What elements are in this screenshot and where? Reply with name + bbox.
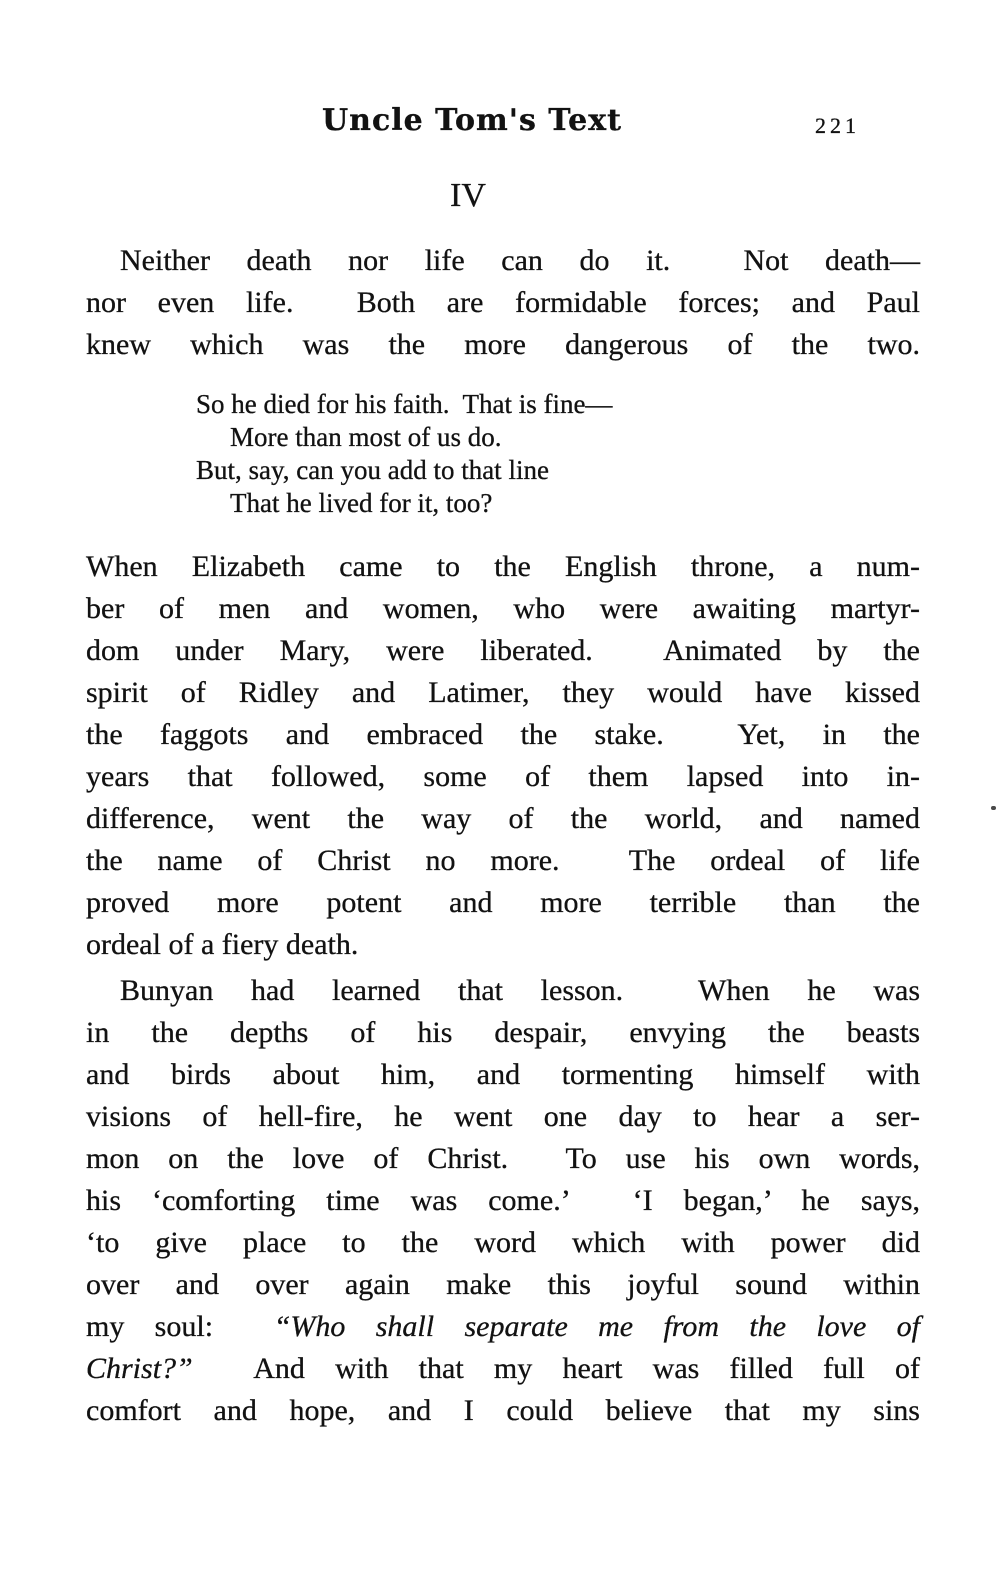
text-line <box>86 1180 920 1222</box>
text-segment: the name of Christ no more. The ordeal of life <box>86 844 920 877</box>
text-line <box>86 546 920 588</box>
text-line <box>86 924 920 966</box>
text-line <box>86 1264 920 1306</box>
verse-quote <box>196 388 796 520</box>
text-line <box>86 714 920 756</box>
text-segment: Bunyan had learned that lesson. When he was <box>120 974 920 1007</box>
text-segment: ‘to give place to the word which with power did <box>86 1226 920 1259</box>
italic-text: Christ?” <box>86 1352 254 1385</box>
text-segment: So he died for his faith. That is fine— <box>196 389 613 419</box>
text-segment: years that followed, some of them lapsed into in- <box>86 760 920 793</box>
text-line <box>86 1096 920 1138</box>
paragraph-elizabeth <box>86 546 920 966</box>
text-segment: And with that my heart was filled full of <box>253 1352 920 1385</box>
text-line <box>86 1348 920 1390</box>
text-line <box>86 798 920 840</box>
text-segment: his ‘comforting time was come.’ ‘I began,’ he says, <box>86 1184 920 1217</box>
text-line <box>86 672 920 714</box>
text-segment: mon on the love of Christ. To use his own words, <box>86 1142 920 1175</box>
text-line <box>86 1012 920 1054</box>
text-line <box>86 1054 920 1096</box>
text-segment: difference, went the way of the world, and named <box>86 802 920 835</box>
text-line <box>86 240 920 282</box>
paragraph-intro <box>86 240 920 366</box>
text-segment: ber of men and women, who were awaiting martyr- <box>86 592 920 625</box>
paragraph-bunyan <box>86 970 920 1432</box>
text-segment: dom under Mary, were liberated. Animated by the <box>86 634 920 667</box>
scan-speck-artifact <box>991 806 996 810</box>
text-segment: in the depths of his despair, envying the beasts <box>86 1016 920 1049</box>
text-line <box>196 487 796 520</box>
text-segment: comfort and hope, and I could believe that my sins <box>86 1394 920 1427</box>
text-segment: That he lived for it, too? <box>230 488 493 518</box>
text-segment: over and over again make this joyful sound within <box>86 1268 920 1301</box>
text-segment: visions of hell-fire, he went one day to hear a ser- <box>86 1100 920 1133</box>
page-number: 221 <box>815 113 860 138</box>
text-line <box>196 454 796 487</box>
text-segment: Neither death nor life can do it. Not death— <box>120 244 920 277</box>
text-line <box>86 882 920 924</box>
text-segment: ordeal of a fiery death. <box>86 928 359 961</box>
text-segment: But, say, can you add to that line <box>196 455 549 485</box>
text-line <box>86 1138 920 1180</box>
text-segment: nor even life. Both are formidable forces; and Paul <box>86 286 920 319</box>
text-line <box>86 324 920 366</box>
page-title: Uncle Tom's Text <box>321 103 623 138</box>
text-segment: and birds about him, and tormenting himself with <box>86 1058 920 1091</box>
text-line <box>86 1390 920 1432</box>
text-line <box>86 1222 920 1264</box>
text-line <box>86 756 920 798</box>
text-line <box>86 1306 920 1348</box>
text-segment: proved more potent and more terrible than the <box>86 886 920 919</box>
text-segment: When Elizabeth came to the English throne, a num- <box>86 550 920 583</box>
italic-text: “Who shall separate me from the love of <box>273 1310 921 1343</box>
text-line <box>196 388 796 421</box>
text-line <box>86 840 920 882</box>
text-line <box>86 970 920 1012</box>
text-line <box>86 282 920 324</box>
text-segment: More than most of us do. <box>230 422 502 452</box>
text-segment: the faggots and embraced the stake. Yet, in the <box>86 718 920 751</box>
text-line <box>196 421 796 454</box>
text-segment: my soul: <box>86 1310 274 1343</box>
text-segment: spirit of Ridley and Latimer, they would have kissed <box>86 676 920 709</box>
text-line <box>86 588 920 630</box>
section-numeral: IV <box>450 177 486 214</box>
text-segment: knew which was the more dangerous of the two. <box>86 328 920 361</box>
text-line <box>86 630 920 672</box>
running-header <box>86 103 920 138</box>
